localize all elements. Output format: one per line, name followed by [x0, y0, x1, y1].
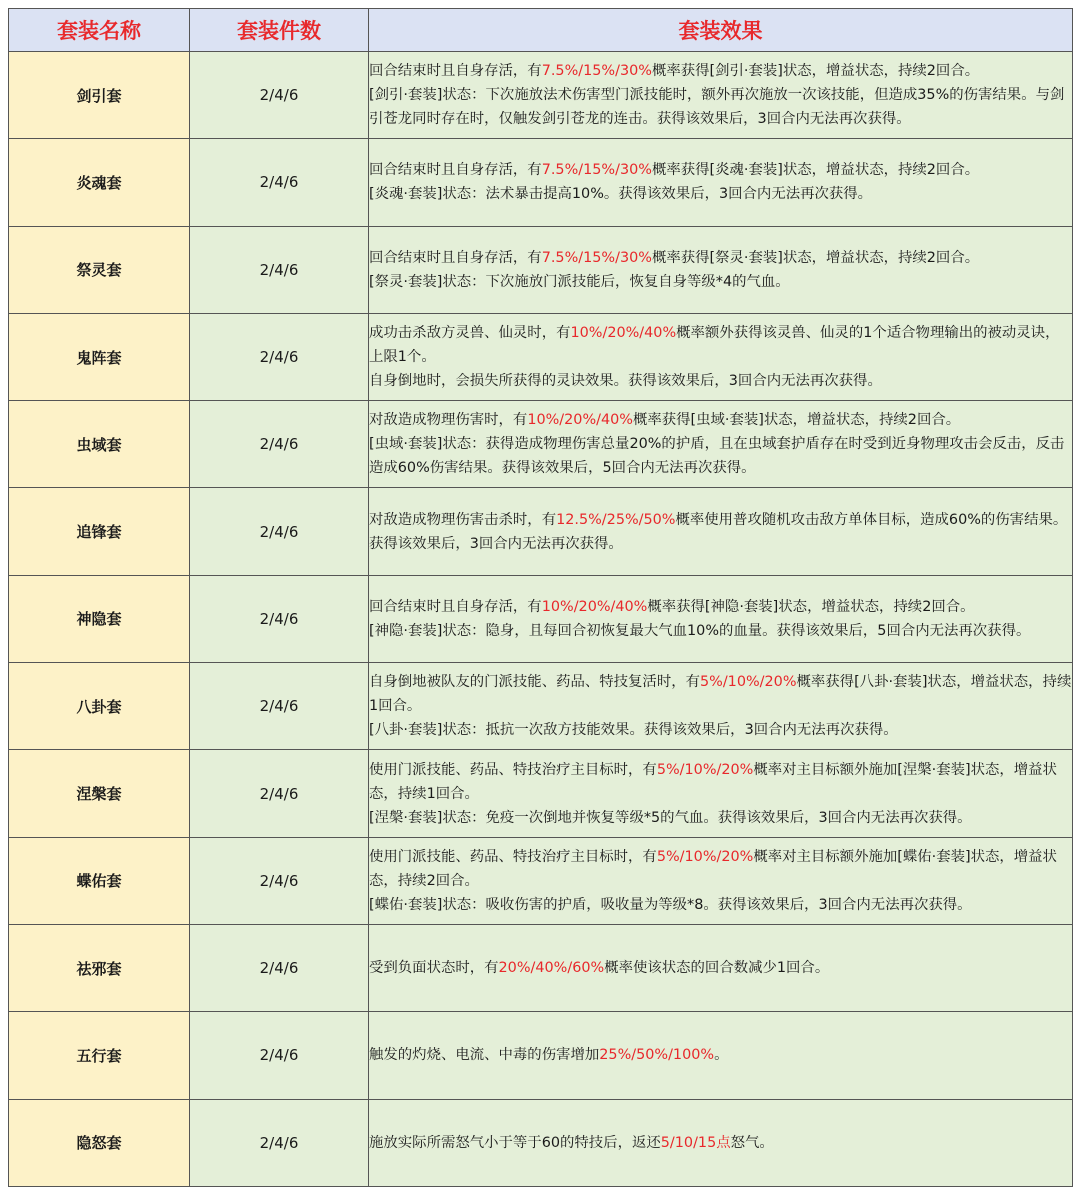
- effect-probability: 5%/10%/20%: [700, 674, 797, 691]
- effect-paragraph: [369, 595, 1072, 619]
- effect-text: 自身倒地被队友的门派技能、药品、特技复活时，有: [369, 674, 700, 691]
- effect-paragraph: [369, 670, 1072, 718]
- set-count-cell: 2/4/6: [190, 1012, 369, 1099]
- effect-text: 概率对主目标额外施加[蝶佑·套装]状态，增益状态，持续2回合。: [369, 848, 1057, 889]
- set-name-cell: 追锋套: [9, 488, 190, 575]
- effect-paragraph: [369, 83, 1072, 131]
- set-count-cell: 2/4/6: [190, 924, 369, 1011]
- table-row: [9, 226, 1073, 313]
- set-effect-cell: [369, 313, 1073, 400]
- effect-text: 回合结束时且自身存活，有: [369, 598, 542, 615]
- effect-paragraph: [369, 619, 1072, 643]
- set-name-cell: 剑引套: [9, 52, 190, 139]
- set-count-cell: 2/4/6: [190, 401, 369, 488]
- effect-probability: 5/10/15点: [660, 1134, 731, 1151]
- effect-text: [剑引·套装]状态：下次施放法术伤害型门派技能时，额外再次施放一次该技能，但造成35%的伤害结果。与剑引苍龙同时存在时，仅触发剑引苍龙的连击。获得该效果后，3回合内无法再次获得。: [369, 87, 1065, 128]
- effect-probability: 7.5%/15%/30%: [541, 63, 652, 80]
- effect-text: [涅槃·套装]状态：免疫一次倒地并恢复等级*5的气血。获得该效果后，3回合内无法再次获得。: [369, 809, 972, 826]
- effect-text: 概率获得[祭灵·套装]状态，增益状态，持续2回合。: [651, 249, 980, 266]
- set-effect-cell: [369, 575, 1073, 662]
- set-name-cell: 蝶佑套: [9, 837, 190, 924]
- effect-paragraph: [369, 408, 1072, 432]
- effect-text: [蝶佑·套装]状态：吸收伤害的护盾，吸收量为等级*8。获得该效果后，3回合内无法再次获得。: [369, 896, 972, 913]
- effect-text: 受到负面状态时，有: [369, 960, 499, 977]
- set-name-cell: 八卦套: [9, 663, 190, 750]
- effect-probability: 12.5%/25%/50%: [556, 511, 676, 528]
- effect-paragraph: [369, 718, 1072, 742]
- effect-paragraph: [369, 321, 1072, 369]
- set-count-cell: 2/4/6: [190, 488, 369, 575]
- table-row: [9, 750, 1073, 837]
- table-row: [9, 1012, 1073, 1099]
- header-set-name: 套装名称: [9, 9, 190, 52]
- set-count-cell: 2/4/6: [190, 750, 369, 837]
- set-count-cell: 2/4/6: [190, 837, 369, 924]
- header-set-count: 套装件数: [190, 9, 369, 52]
- effect-paragraph: [369, 369, 1072, 393]
- set-name-cell: 鬼阵套: [9, 313, 190, 400]
- effect-text: [虫域·套装]状态：获得造成物理伤害总量20%的护盾，且在虫域套护盾存在时受到近身物理攻击会反击，反击造成60%伤害结果。获得该效果后，5回合内无法再次获得。: [369, 436, 1065, 477]
- table-body: [9, 52, 1073, 1187]
- effect-probability: 5%/10%/20%: [656, 848, 754, 865]
- set-name-cell: 炎魂套: [9, 139, 190, 226]
- effect-text: 施放实际所需怒气小于等于60的特技后，返还: [369, 1134, 661, 1151]
- table-row: [9, 663, 1073, 750]
- set-effect-cell: [369, 1099, 1073, 1186]
- effect-paragraph: [369, 806, 1072, 830]
- set-effect-cell: [369, 663, 1073, 750]
- set-count-cell: 2/4/6: [190, 663, 369, 750]
- set-effect-cell: [369, 924, 1073, 1011]
- effect-probability: 10%/20%/40%: [570, 325, 677, 342]
- set-name-cell: 五行套: [9, 1012, 190, 1099]
- set-effect-cell: [369, 1012, 1073, 1099]
- set-name-cell: 神隐套: [9, 575, 190, 662]
- table-row: [9, 401, 1073, 488]
- set-name-cell: 涅槃套: [9, 750, 190, 837]
- effect-text: 概率使用普攻随机攻击敌方单体目标，造成60%的伤害结果。获得该效果后，3回合内无法再次获得。: [369, 511, 1068, 552]
- effect-text: 概率额外获得该灵兽、仙灵的1个适合物理输出的被动灵诀，上限1个。: [369, 325, 1060, 366]
- set-count-cell: 2/4/6: [190, 139, 369, 226]
- set-effect-cell: [369, 750, 1073, 837]
- effect-paragraph: [369, 158, 1072, 182]
- effect-paragraph: [369, 246, 1072, 270]
- set-count-cell: 2/4/6: [190, 1099, 369, 1186]
- set-count-cell: 2/4/6: [190, 226, 369, 313]
- effect-text: 概率获得[虫域·套装]状态，增益状态，持续2回合。: [632, 412, 961, 429]
- effect-text: [炎魂·套装]状态：法术暴击提高10%。获得该效果后，3回合内无法再次获得。: [369, 186, 873, 203]
- set-name-cell: 祭灵套: [9, 226, 190, 313]
- effect-probability: 20%/40%/60%: [498, 960, 605, 977]
- set-count-cell: 2/4/6: [190, 313, 369, 400]
- effect-probability: 5%/10%/20%: [656, 761, 754, 778]
- table-row: [9, 924, 1073, 1011]
- effect-text: 成功击杀敌方灵兽、仙灵时，有: [369, 325, 571, 342]
- effect-probability: 10%/20%/40%: [527, 412, 633, 429]
- effect-paragraph: [369, 59, 1072, 83]
- header-set-effect: 套装效果: [369, 9, 1073, 52]
- effect-text: 回合结束时且自身存活，有: [369, 249, 542, 266]
- effect-paragraph: [369, 270, 1072, 294]
- effect-probability: 10%/20%/40%: [541, 598, 648, 615]
- effect-paragraph: [369, 1131, 1072, 1155]
- set-effects-table: [8, 8, 1073, 1187]
- effect-paragraph: [369, 182, 1072, 206]
- table-row: [9, 52, 1073, 139]
- set-count-cell: 2/4/6: [190, 575, 369, 662]
- effect-text: 使用门派技能、药品、特技治疗主目标时，有: [369, 848, 657, 865]
- effect-paragraph: [369, 845, 1072, 893]
- set-effect-cell: [369, 837, 1073, 924]
- effect-text: 怒气。: [730, 1134, 774, 1151]
- set-effect-cell: [369, 52, 1073, 139]
- effect-text: 概率获得[炎魂·套装]状态，增益状态，持续2回合。: [651, 162, 980, 179]
- effect-probability: 7.5%/15%/30%: [541, 162, 652, 179]
- effect-paragraph: [369, 508, 1072, 556]
- set-effect-cell: [369, 488, 1073, 575]
- set-effect-cell: [369, 139, 1073, 226]
- effect-text: 概率获得[八卦·套装]状态，增益状态，持续1回合。: [369, 674, 1072, 715]
- effect-text: 回合结束时且自身存活，有: [369, 63, 542, 80]
- effect-text: [祭灵·套装]状态：下次施放门派技能后，恢复自身等级*4的气血。: [369, 273, 790, 290]
- set-name-cell: 祛邪套: [9, 924, 190, 1011]
- effect-paragraph: [369, 758, 1072, 806]
- effect-text: 自身倒地时，会损失所获得的灵诀效果。获得该效果后，3回合内无法再次获得。: [369, 373, 882, 390]
- header-row: [9, 9, 1073, 52]
- effect-text: 概率获得[剑引·套装]状态，增益状态，持续2回合。: [651, 63, 980, 80]
- effect-text: 概率获得[神隐·套装]状态，增益状态，持续2回合。: [647, 598, 975, 615]
- effect-text: 概率对主目标额外施加[涅槃·套装]状态，增益状态，持续1回合。: [369, 761, 1057, 802]
- set-count-cell: 2/4/6: [190, 52, 369, 139]
- set-effect-cell: [369, 226, 1073, 313]
- effect-text: 概率使该状态的回合数减少1回合。: [604, 960, 830, 977]
- effect-text: [八卦·套装]状态：抵抗一次敌方技能效果。获得该效果后，3回合内无法再次获得。: [369, 722, 898, 739]
- effect-text: 回合结束时且自身存活，有: [369, 162, 542, 179]
- table-row: [9, 488, 1073, 575]
- table-row: [9, 139, 1073, 226]
- effect-text: 对敌造成物理伤害击杀时，有: [369, 511, 557, 528]
- effect-paragraph: [369, 893, 1072, 917]
- table-row: [9, 313, 1073, 400]
- effect-text: 。: [714, 1047, 729, 1064]
- table-row: [9, 1099, 1073, 1186]
- effect-text: [神隐·套装]状态：隐身，且每回合初恢复最大气血10%的血量。获得该效果后，5回合内无法再次获得。: [369, 622, 1031, 639]
- effect-paragraph: [369, 956, 1072, 980]
- effect-text: 使用门派技能、药品、特技治疗主目标时，有: [369, 761, 657, 778]
- effect-probability: 25%/50%/100%: [599, 1047, 715, 1064]
- effect-paragraph: [369, 432, 1072, 480]
- effect-paragraph: [369, 1043, 1072, 1067]
- table-row: [9, 837, 1073, 924]
- effect-text: 对敌造成物理伤害时，有: [369, 412, 528, 429]
- set-name-cell: 虫域套: [9, 401, 190, 488]
- set-name-cell: 隐怒套: [9, 1099, 190, 1186]
- set-effect-cell: [369, 401, 1073, 488]
- table-row: [9, 575, 1073, 662]
- effect-probability: 7.5%/15%/30%: [541, 249, 652, 266]
- effect-text: 触发的灼烧、电流、中毒的伤害增加: [369, 1047, 600, 1064]
